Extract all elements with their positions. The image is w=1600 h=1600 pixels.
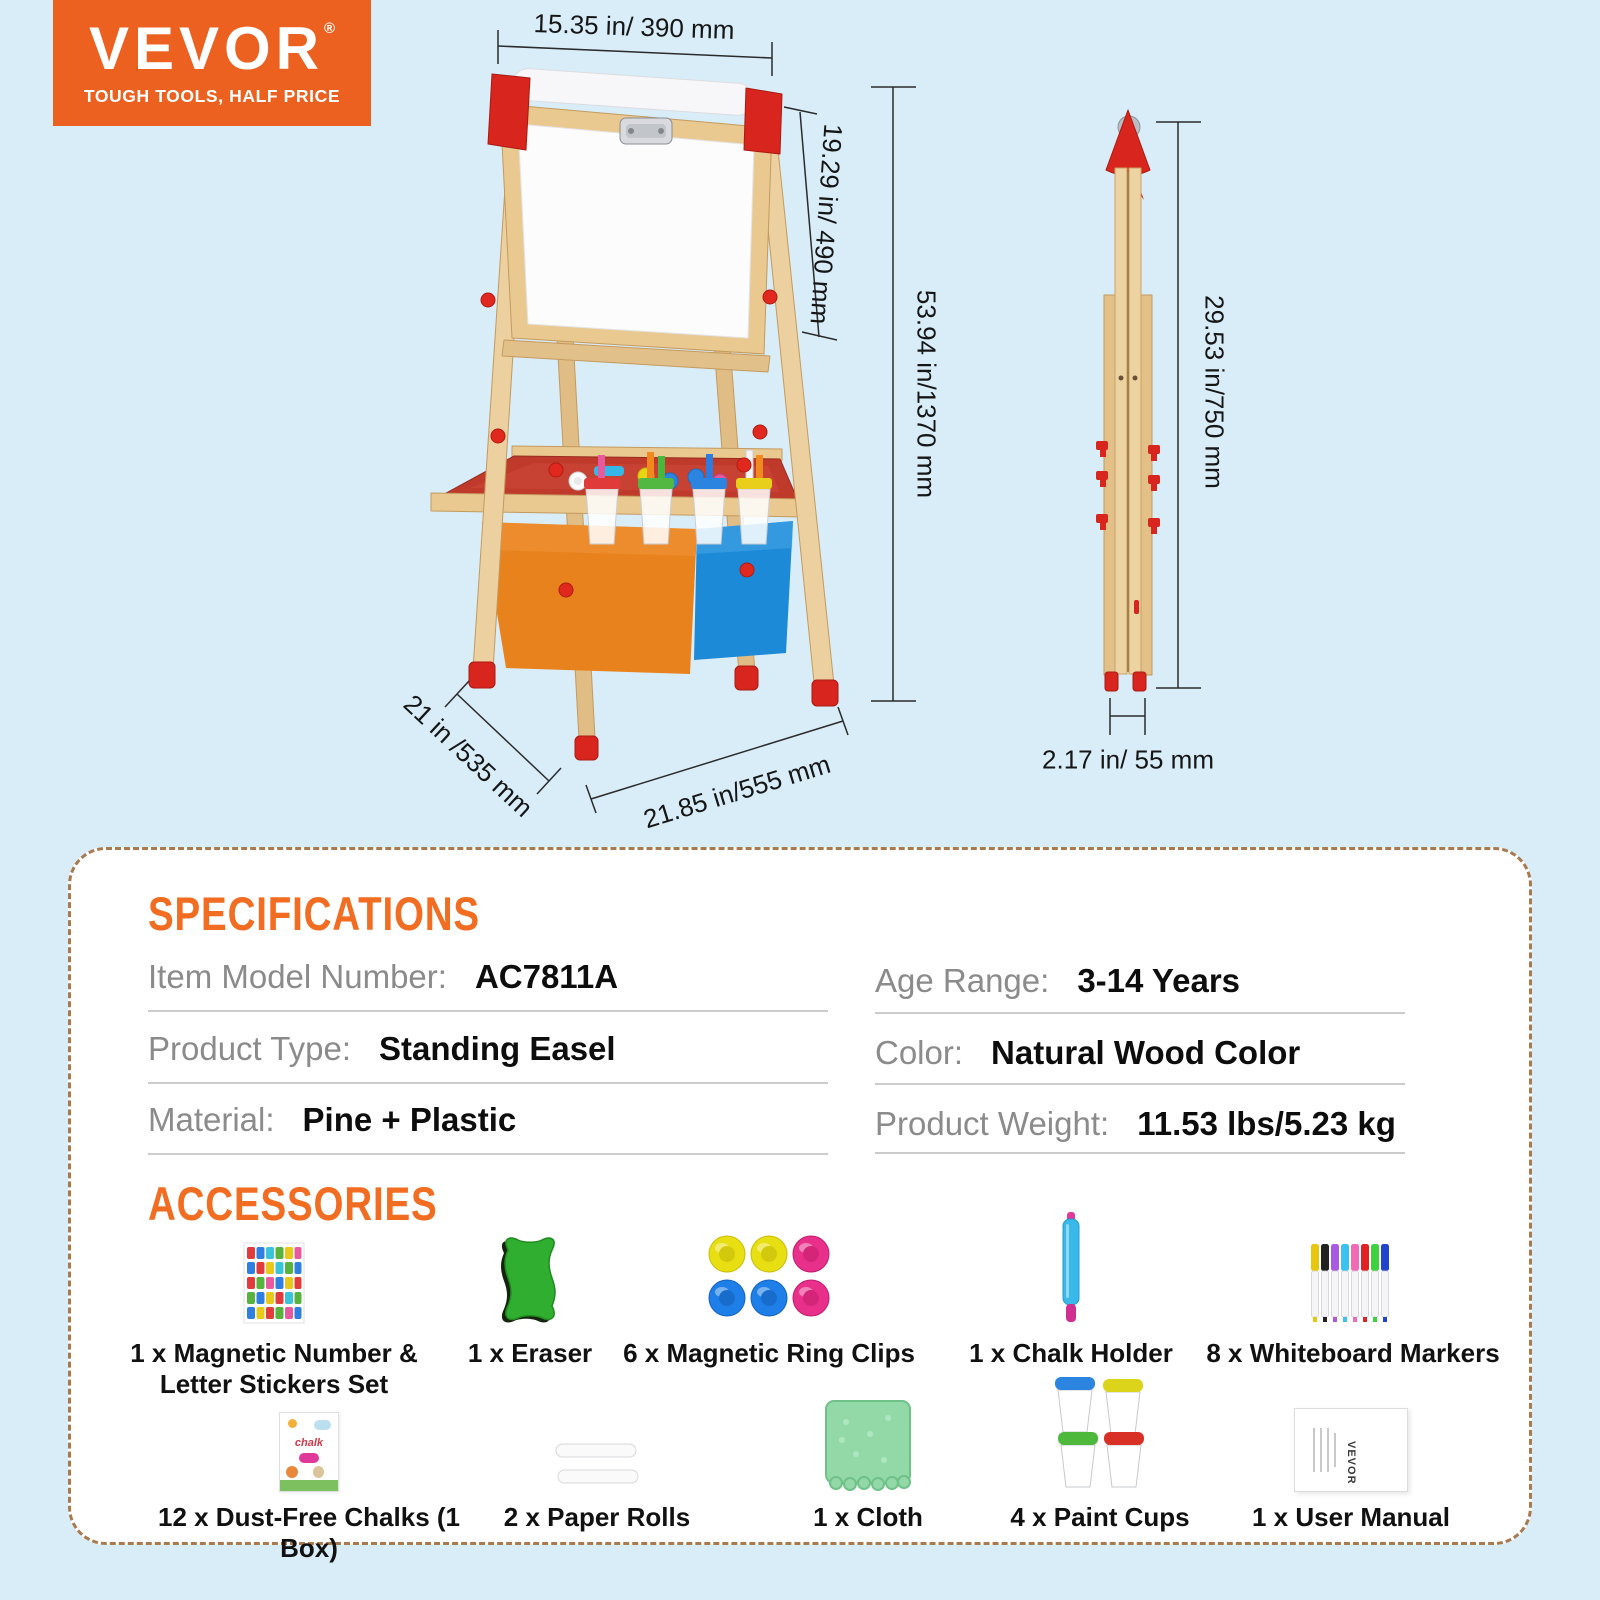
spec-label: Color: — [875, 1034, 964, 1071]
folded-easel-art — [1096, 110, 1160, 691]
divider — [875, 1083, 1405, 1085]
spec-row-item-model — [148, 958, 618, 996]
decoration — [286, 1466, 298, 1478]
dim-label-board-height: 19.29 in/ 490 mm — [804, 122, 849, 326]
accessory-label: 1 x Cloth — [813, 1502, 923, 1532]
divider — [148, 1153, 828, 1155]
chalk-box-icon — [279, 1412, 339, 1492]
spec-value: Natural Wood Color — [991, 1034, 1301, 1071]
cloth-icon — [822, 1398, 914, 1492]
spec-value: Standing Easel — [379, 1030, 616, 1067]
accessory-ring-clips — [604, 1212, 934, 1369]
decoration — [313, 1466, 324, 1478]
standing-easel-art — [431, 68, 838, 760]
spec-value: 11.53 lbs/5.23 kg — [1137, 1105, 1396, 1142]
accessory-markers — [1188, 1212, 1518, 1369]
spec-value: Pine + Plastic — [302, 1101, 517, 1138]
sticker-sheet-icon — [243, 1242, 305, 1324]
magnetic-clips-icon — [703, 1228, 835, 1324]
accessory-label: 1 x Chalk Holder — [969, 1338, 1173, 1368]
accessory-label: 1 x Eraser — [467, 1338, 593, 1368]
decoration — [299, 1453, 319, 1463]
accessory-user-manual — [1186, 1390, 1516, 1533]
user-manual-icon — [1294, 1408, 1408, 1492]
accessories-title: ACCESSORIES — [148, 1177, 438, 1230]
accessory-label: 12 x Dust-Free Chalks (1 Box) — [157, 1502, 460, 1564]
brand-tagline: TOUGH TOOLS, HALF PRICE — [83, 86, 341, 106]
spec-value: 3-14 Years — [1077, 962, 1241, 999]
dim-label-top-width: 15.35 in/ 390 mm — [533, 8, 735, 45]
easel-feet — [469, 662, 838, 760]
decoration — [1334, 1433, 1336, 1467]
decoration — [1313, 1428, 1315, 1472]
accessory-label: 4 x Paint Cups — [1010, 1502, 1190, 1532]
dim-label-overall-height: 53.94 in/1370 mm — [911, 289, 942, 499]
decoration — [288, 1419, 297, 1428]
vevor-logo — [53, 0, 371, 126]
spec-label: Age Range: — [875, 962, 1050, 999]
accessory-label: 6 x Magnetic Ring Clips — [623, 1338, 915, 1368]
specifications-title: SPECIFICATIONS — [148, 887, 480, 940]
brand-name: VEVOR — [88, 15, 324, 82]
accessory-label: 8 x Whiteboard Markers — [1206, 1338, 1500, 1368]
whiteboard-markers-icon — [1310, 1242, 1396, 1324]
spec-row-color — [875, 1034, 1300, 1072]
spec-row-product-weight — [875, 1105, 1396, 1143]
spec-label: Product Weight: — [875, 1105, 1110, 1142]
decoration — [1320, 1428, 1322, 1472]
accessory-label: 2 x Paper Rolls — [503, 1502, 691, 1532]
registered-mark-icon: ® — [324, 20, 336, 37]
spec-panel — [68, 847, 1532, 1564]
accessory-chalks — [144, 1390, 474, 1564]
chalk-box-word: chalk — [294, 1437, 324, 1449]
spec-value: AC7811A — [474, 958, 619, 995]
accessory-label: 1 x Magnetic Number & Letter Stickers Set — [130, 1338, 418, 1400]
divider — [148, 1082, 828, 1084]
paint-cups-icon — [1053, 1377, 1148, 1492]
accessory-chalk-holder — [906, 1212, 1236, 1369]
dim-label-base-width: 21.85 in/555 mm — [639, 748, 834, 835]
spec-row-material — [148, 1101, 516, 1139]
spec-row-product-type — [148, 1030, 616, 1068]
dim-label-folded-height: 29.53 in/750 mm — [1199, 295, 1230, 489]
decoration — [314, 1420, 331, 1430]
divider — [148, 1010, 828, 1012]
dim-label-base-depth: 21 in /535 mm — [397, 688, 539, 823]
eraser-icon — [498, 1234, 562, 1324]
spec-label: Item Model Number: — [148, 958, 447, 995]
spec-row-age-range — [875, 962, 1240, 1000]
paper-rolls-icon — [554, 1440, 640, 1492]
spec-label: Product Type: — [148, 1030, 352, 1067]
chalk-holder-icon — [1058, 1212, 1084, 1324]
spec-label: Material: — [148, 1101, 275, 1138]
dim-label-folded-depth: 2.17 in/ 55 mm — [1042, 744, 1214, 775]
manual-brand-text: VEVOR — [1345, 1441, 1357, 1485]
accessory-label: 1 x User Manual — [1252, 1502, 1450, 1532]
decoration — [280, 1480, 338, 1491]
divider — [875, 1012, 1405, 1014]
decoration — [1327, 1428, 1329, 1472]
divider — [875, 1152, 1405, 1154]
